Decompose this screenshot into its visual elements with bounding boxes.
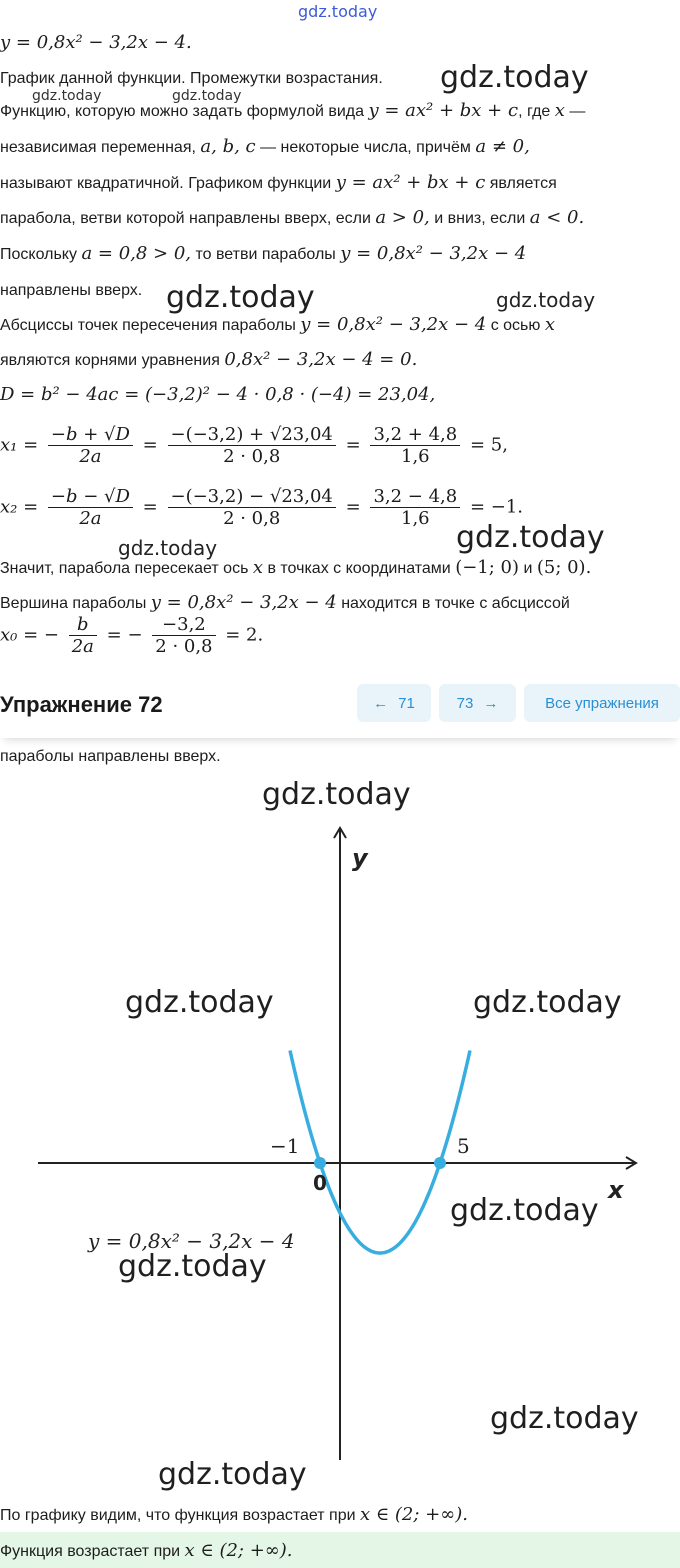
watermark: gdz.today [125, 985, 274, 1020]
paragraph-line: являются корнями уравнения 0,8x² − 3,2x − 4 = 0. [0, 349, 418, 370]
prev-exercise-label: 71 [398, 694, 415, 712]
vertex-formula: x₀ = − $\frac{b}{2a}$ = − $\frac{-3,2}{2 \cdot 0,8}$ = 2. [0, 614, 264, 657]
watermark: gdz.today [172, 88, 242, 104]
paragraph-line: Функцию, которую можно задать формулой вида y = ax² + bx + c, где x — [0, 100, 586, 121]
watermark: gdz.today [473, 985, 622, 1020]
watermark: gdz.today [440, 60, 589, 95]
paragraph-line: Абсциссы точек пересечения параболы y = 0,8x² − 3,2x − 4 с осью x [0, 314, 555, 335]
paragraph-line: Поскольку a = 0,8 > 0, то ветви параболы y = 0,8x² − 3,2x − 4 [0, 243, 527, 264]
paragraph-line: называют квадратичной. Графиком функции y = ax² + bx + c является [0, 172, 557, 193]
paragraph-line: независимая переменная, a, b, c — некоторые числа, причём a ≠ 0, [0, 136, 530, 157]
prev-exercise-button[interactable] [357, 684, 431, 722]
watermark: gdz.today [496, 288, 596, 312]
conclusion-line: По графику видим, что функция возрастает при x ∈ (2; +∞). [0, 1504, 468, 1525]
arrow-right-icon: → [483, 694, 499, 712]
parabola-curve [290, 1051, 470, 1254]
paragraph-line: параболы направлены вверх. [0, 748, 221, 765]
watermark: gdz.today [490, 1401, 639, 1436]
y-axis-label: y [352, 844, 368, 872]
paragraph-line: Вершина параболы y = 0,8x² − 3,2x − 4 находится в точке с абсциссой [0, 592, 570, 613]
watermark: gdz.today [298, 2, 378, 21]
discriminant: D = b² − 4ac = (−3,2)² − 4 · 0,8 · (−4) = 23,04, [0, 384, 436, 405]
all-exercises-label: Все упражнения [545, 694, 659, 712]
root-x1-formula: x₁ = $\frac{-b + √D}{2a}$ = $\frac{-(-3,2) + √23,04}{2 \cdot 0,8}$ = $\frac{3,2 + 4,8}{1,6}$ = 5, [0, 424, 508, 467]
root-label-minus-1: −1 [270, 1134, 300, 1158]
equation-top: y = 0,8x² − 3,2x − 4. [0, 32, 192, 53]
root-x2-formula: x₂ = $\frac{-b - √D}{2a}$ = $\frac{-(-3,2) - √23,04}{2 \cdot 0,8}$ = $\frac{3,2 - 4,8}{1,6}$ = −1. [0, 486, 524, 529]
watermark: gdz.today [262, 777, 411, 812]
next-exercise-button[interactable] [439, 684, 516, 722]
paragraph-line: парабола, ветви которой направлены вверх, если a > 0, и вниз, если a < 0. [0, 207, 585, 228]
watermark: gdz.today [158, 1457, 307, 1492]
origin-label: 0 [313, 1171, 327, 1195]
section-heading: График данной функции. Промежутки возрастания. [0, 70, 383, 87]
answer-line: Функция возрастает при x ∈ (2; +∞). [0, 1540, 293, 1561]
watermark: gdz.today [118, 536, 218, 560]
watermark: gdz.today [166, 280, 315, 315]
paragraph-line: Значит, парабола пересекает ось x в точках с координатами (−1; 0) и (5; 0). [0, 557, 592, 578]
watermark: gdz.today [450, 1193, 599, 1228]
exercise-title: Упражнение 72 [0, 692, 163, 717]
exercise-toolbar [0, 676, 680, 738]
watermark: gdz.today [118, 1249, 267, 1284]
arrow-left-icon: ← [373, 694, 389, 712]
watermark: gdz.today [32, 88, 102, 104]
paragraph-line: направлены вверх. [0, 282, 143, 299]
next-exercise-label: 73 [456, 694, 474, 712]
root-point-2 [434, 1157, 446, 1169]
x-axis-label: x [608, 1176, 624, 1204]
function-label: y = 0,8x² − 3,2x − 4 [88, 1229, 295, 1253]
root-point-1 [314, 1157, 326, 1169]
root-label-5: 5 [457, 1134, 470, 1158]
all-exercises-button[interactable] [524, 684, 680, 722]
watermark: gdz.today [456, 520, 605, 555]
parabola-graph [0, 770, 680, 1510]
